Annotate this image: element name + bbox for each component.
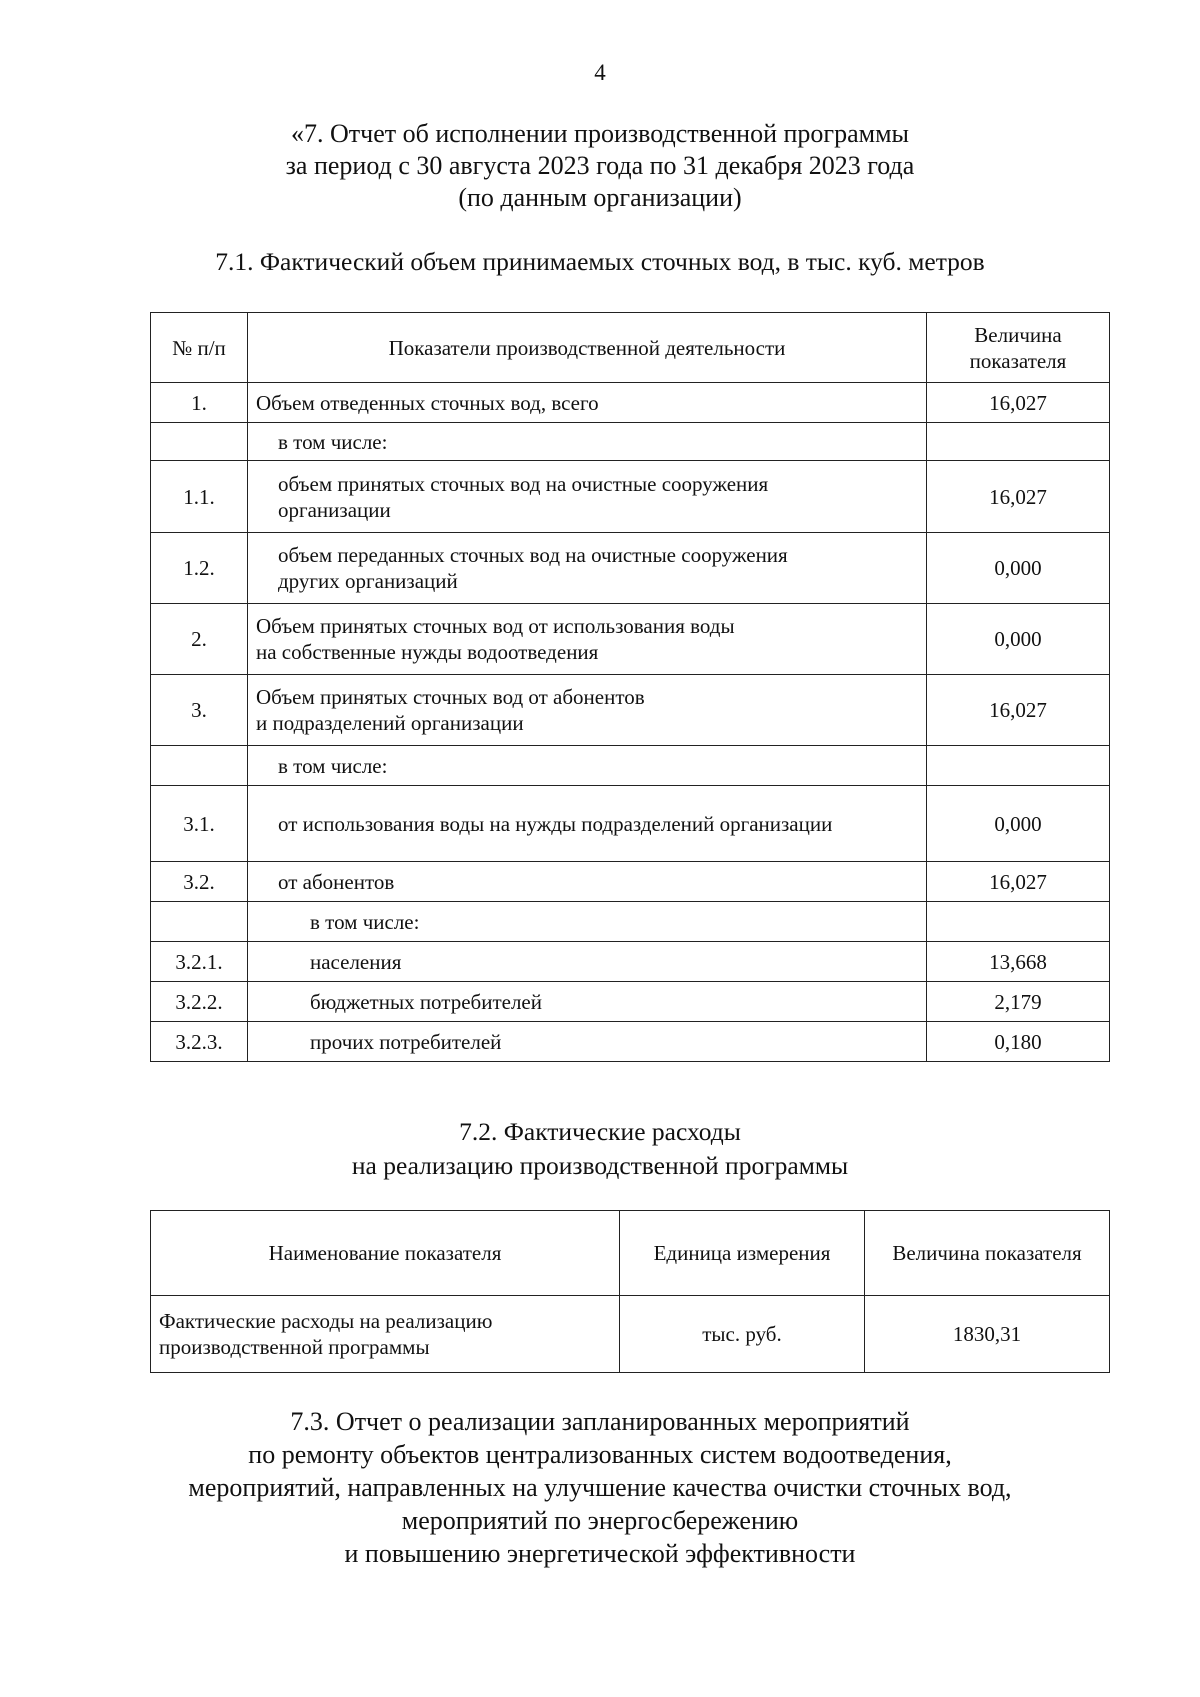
table-row: 1.2. объем переданных сточных вод на очистные сооружения других организаций 0,000	[151, 533, 1110, 604]
header-value: Величина показателя	[865, 1211, 1110, 1296]
table-row: 3.1. от использования воды на нужды подразделений организации 0,000	[151, 786, 1110, 862]
page-number: 4	[594, 60, 606, 85]
wastewater-volume-table	[150, 312, 1110, 1062]
table-row: 3.2.2. бюджетных потребителей 2,179	[151, 982, 1110, 1022]
section-71-title: 7.1. Фактический объем принимаемых сточных вод, в тыс. куб. метров	[215, 247, 985, 276]
table-row: Фактические расходы на реализацию производственной программы тыс. руб. 1830,31	[151, 1296, 1110, 1373]
table-row: в том числе:	[151, 423, 1110, 461]
table-row: 3.2. от абонентов 16,027	[151, 862, 1110, 902]
table-header-row	[151, 313, 1110, 383]
table-row: 1. Объем отведенных сточных вод, всего 16,027	[151, 383, 1110, 423]
table-row: 3. Объем принятых сточных вод от абонентов и подразделений организации 16,027	[151, 675, 1110, 746]
table-row: 3.2.1. населения 13,668	[151, 942, 1110, 982]
table-row: в том числе:	[151, 746, 1110, 786]
table-row: 1.1. объем принятых сточных вод на очистные сооружения организации 16,027	[151, 461, 1110, 533]
header-num: № п/п	[151, 313, 248, 383]
heading-line-1: «7. Отчет об исполнении производственной программы	[290, 119, 910, 148]
expenses-table	[150, 1210, 1110, 1373]
header-name: Наименование показателя	[151, 1211, 620, 1296]
table-row: 2. Объем принятых сточных вод от использования воды на собственные нужды водоотведения 0,000	[151, 604, 1110, 675]
header-indicator: Показатели производственной деятельности	[248, 313, 927, 383]
heading-line-3: (по данным организации)	[458, 183, 742, 212]
header-unit: Единица измерения	[620, 1211, 865, 1296]
section-72-title: 7.2. Фактические расходы на реализацию производственной программы	[351, 1117, 849, 1180]
table-row: в том числе:	[151, 902, 1110, 942]
header-value: Величина показателя	[927, 313, 1110, 383]
table-row: 3.2.3. прочих потребителей 0,180	[151, 1022, 1110, 1062]
table-header-row	[151, 1211, 1110, 1296]
heading-line-2: за период с 30 августа 2023 года по 31 декабря 2023 года	[285, 151, 915, 180]
section-73-title: 7.3. Отчет о реализации запланированных мероприятий по ремонту объектов централизованных систем водоотведения, мероприятий, направленных на улучшение качества очистки сточных вод, мероприятий по энергосбережению и повышению энергетической эффективности	[188, 1407, 1012, 1568]
document-heading	[0, 118, 1200, 214]
